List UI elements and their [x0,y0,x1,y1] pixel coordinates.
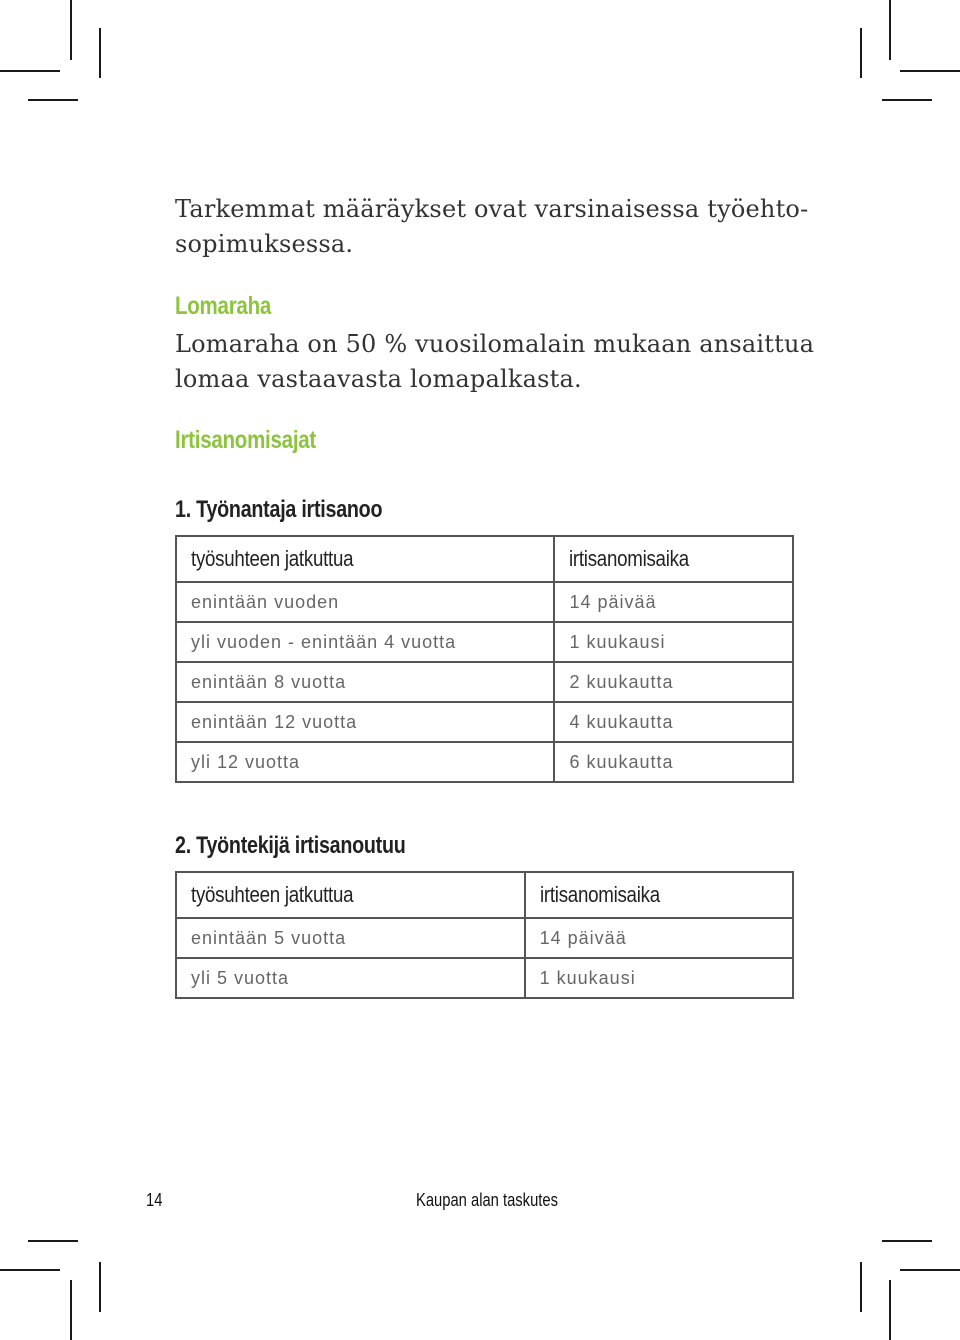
page-number: 14 [146,1190,163,1210]
crop-mark [860,1262,862,1312]
notice-period-cell: 6 kuukautta [554,742,793,782]
column-header: irtisanomisaika [525,872,793,918]
table-header-row [176,536,793,582]
crop-mark [70,1280,72,1340]
duration-cell: yli 12 vuotta [176,742,554,782]
notice-period-cell: 1 kuukausi [525,958,793,998]
crop-mark [900,70,960,72]
crop-mark [889,0,891,60]
crop-mark [0,1269,60,1271]
column-header: irtisanomisaika [554,536,793,582]
column-header: työsuhteen jatkuttua [176,536,554,582]
duration-cell: yli vuoden - enintään 4 vuotta [176,622,554,662]
duration-cell: enintään 5 vuotta [176,918,525,958]
notice-period-cell: 4 kuukautta [554,702,793,742]
intro-line: Tarkemmat määräykset ovat varsinaisessa työehto- [175,195,809,223]
section1-title: 1. Työnantaja irtisanoo [175,496,383,523]
duration-cell: enintään 8 vuotta [176,662,554,702]
table-row [176,742,793,782]
crop-mark [882,1240,932,1242]
table-row [176,918,793,958]
crop-mark [860,28,862,78]
intro-paragraph [175,192,815,262]
duration-cell: enintään vuoden [176,582,554,622]
employee-notice-table [175,871,794,999]
employer-notice-table [175,535,794,783]
crop-mark [0,70,60,72]
crop-mark [99,1262,101,1312]
crop-mark [28,1240,78,1242]
table-header-row [176,872,793,918]
book-title: Kaupan alan taskutes [416,1190,558,1210]
intro-line: sopimuksessa. [175,230,354,258]
notice-period-cell: 1 kuukausi [554,622,793,662]
irtisanomisajat-heading: Irtisanomisajat [175,426,317,454]
notice-period-cell: 2 kuukautta [554,662,793,702]
duration-cell: yli 5 vuotta [176,958,525,998]
table-row [176,662,793,702]
crop-mark [28,99,78,101]
table-row [176,582,793,622]
lomaraha-line: lomaa vastaavasta lomapalkasta. [175,365,582,393]
crop-mark [70,0,72,60]
table-row [176,958,793,998]
notice-period-cell: 14 päivää [554,582,793,622]
lomaraha-paragraph [175,327,815,397]
crop-mark [900,1269,960,1271]
section2-title: 2. Työntekijä irtisanoutuu [175,832,406,859]
crop-mark [99,28,101,78]
crop-mark [882,99,932,101]
table-row [176,622,793,662]
lomaraha-line: Lomaraha on 50 % vuosilomalain mukaan ansaittua [175,330,815,358]
notice-period-cell: 14 päivää [525,918,793,958]
table-row [176,702,793,742]
crop-mark [889,1280,891,1340]
lomaraha-heading: Lomaraha [175,292,272,320]
column-header: työsuhteen jatkuttua [176,872,525,918]
duration-cell: enintään 12 vuotta [176,702,554,742]
